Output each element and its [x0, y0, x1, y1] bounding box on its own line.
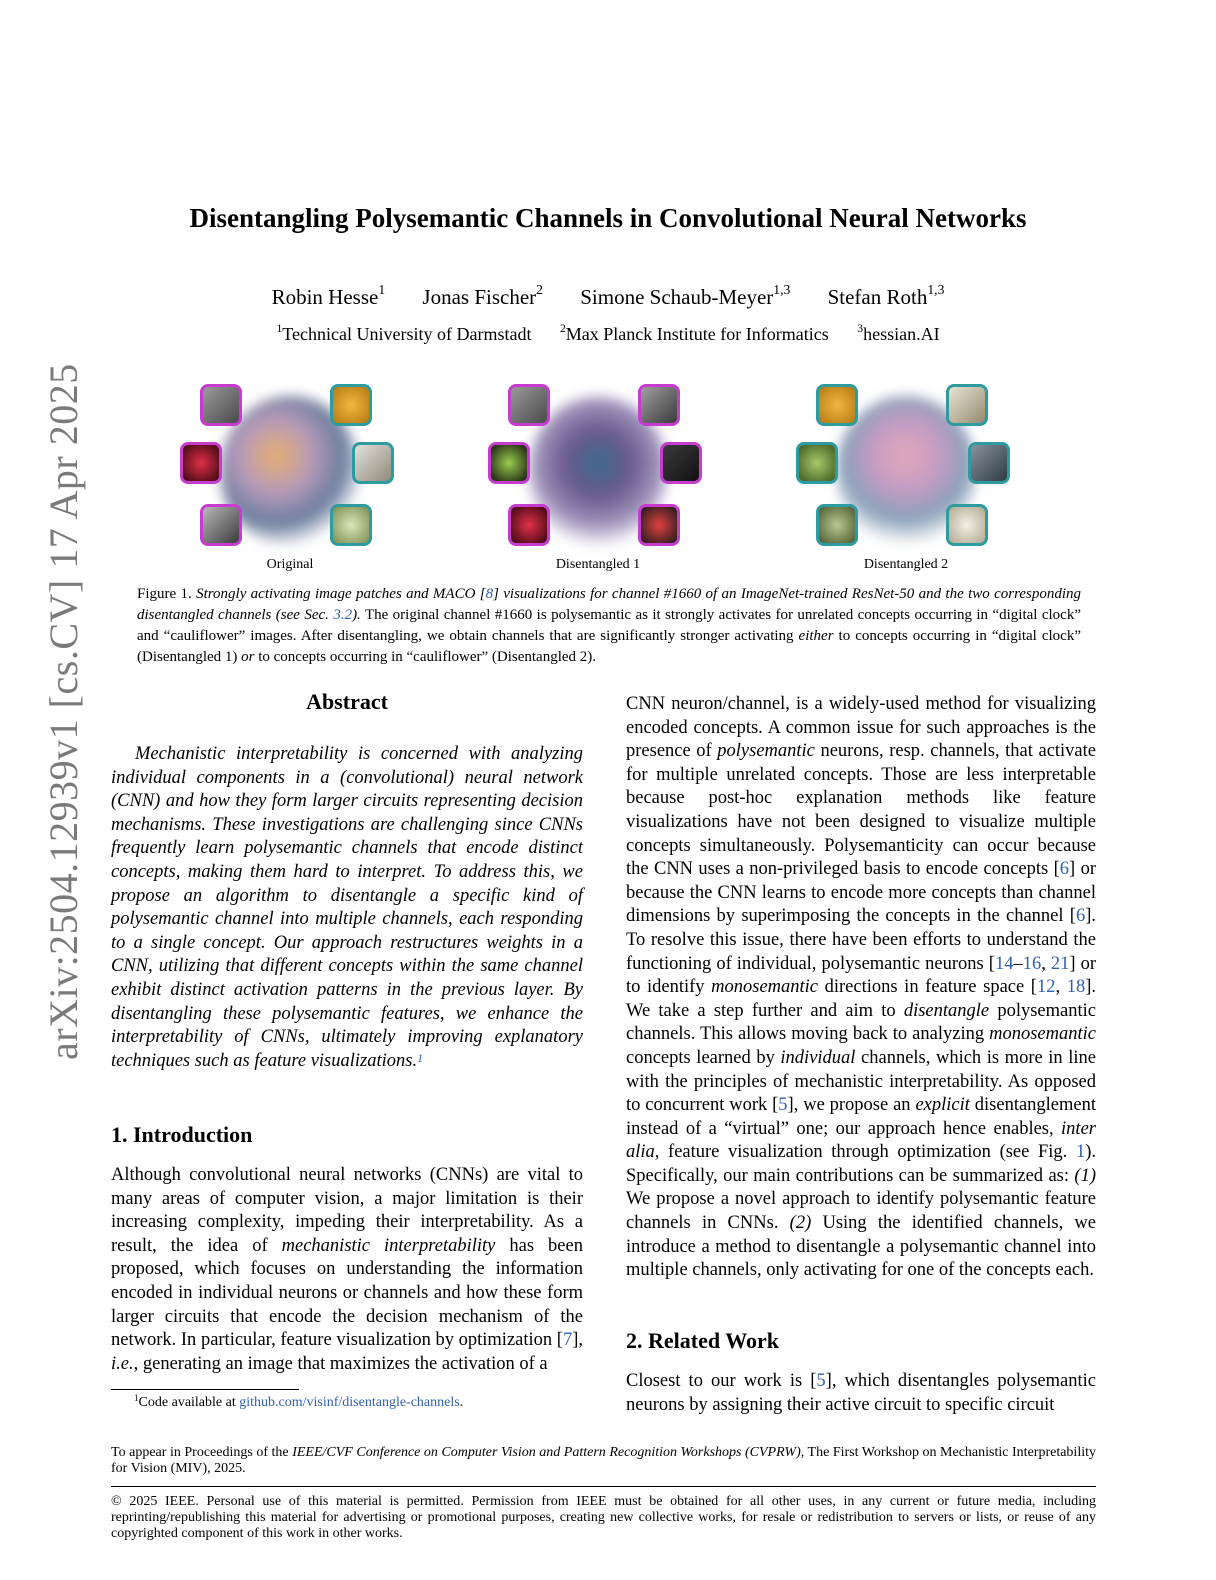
code-repository-link[interactable]: github.com/visinf/disentangle-channels [239, 1395, 460, 1410]
cauliflower-patch [796, 442, 838, 484]
panel-label: Disentangled 1 [555, 557, 641, 572]
paper-title: Disentangling Polysemantic Channels in Convolutional Neural Networks [189, 203, 1027, 233]
footnote: $^1$Code available at github.com/visinf/disentangle-channels. [134, 1393, 464, 1410]
abstract-heading: Abstract [306, 689, 388, 714]
introduction-text: Although convolutional neural networks (CNNs) are vital to many areas of computer vision, a major limitation is their increasing complexity, impeding their interpretability. As a result, the idea of mechanistic interpretability has been proposed, which focuses on understanding the information encoded in individual neurons or channels and how these form larger circuits that encode the decision mechanism of the network. In particular, feature visualization by optimization [7], i.e., generating an image that maximizes the activation of a [111, 1165, 583, 1374]
citation-link[interactable]: 8 [485, 586, 494, 602]
clock-patch [638, 384, 680, 426]
affiliation: $^1$Technical University of Darmstadt [276, 321, 532, 344]
footnote-link[interactable]: 1 [417, 1051, 424, 1066]
citation-link[interactable]: 7 [562, 1330, 573, 1351]
author: Robin Hesse$^1$ [271, 282, 386, 309]
arxiv-identifier: arXiv:2504.12939v1 [cs.CV] 17 Apr 2025 [41, 363, 86, 1060]
author: Stefan Roth$^{1,3}$ [827, 282, 945, 309]
introduction-text-continued: CNN neuron/channel, is a widely-used method for visualizing encoded concepts. A common issue for such approaches is the presence of polysemantic neurons, resp. channels, that activate for multiple unrelated concepts. Those are less interpretable because post-hoc explanation methods like feature visualizations have not been designed to visualize multiple concepts simultaneously. Polysemanticity can occur because the CNN uses a non-privileged basis to encode concepts [6] or because the CNN learns to encode more concepts than channel dimensions by superimposing the concepts in the channel [6]. To resolve this issue, there have been efforts to understand the functioning of individual, polysemantic neurons [14–16, 21] or to identify monosemantic directions in feature space [12, 18]. We take a step further and aim to disentangle polysemantic channels. This allows moving back to analyzing monosemantic concepts learned by individual channels, which is more in line with the principles of mechanistic interpretability. As opposed to concurrent work [5], we propose an explicit disentanglement instead of a “virtual” one; our approach hence enables, inter alia, feature visualization through optimization (see Fig. 1). Specifically, our main contributions can be summarized as: (1) We propose a novel approach to identify polysemantic feature channels in CNNs. (2) Using the identified channels, we introduce a method to disentangle a polysemantic channel into multiple channels, only activating for one of the concepts each. [626, 694, 1097, 1281]
clock-patch [508, 504, 550, 546]
citation-link[interactable]: 16 [1022, 953, 1042, 974]
clock-patch [200, 504, 242, 546]
figure-panel-disentangled-1 [488, 384, 708, 554]
cauliflower-patch [946, 384, 988, 426]
author: Simone Schaub-Meyer$^{1,3}$ [580, 282, 791, 309]
author: Jonas Fischer$^2$ [422, 282, 543, 309]
citation-link[interactable]: 5 [778, 1095, 788, 1116]
figure-caption: Figure 1. Strongly activating image patches and MACO [8] visualizations for channel #1660 of an ImageNet-trained ResNet-50 and the two corresponding disentangled channels (see Sec. 3.2). The original channel #1660 is polysemantic as it strongly activates for unrelated concepts occurring in “digital clock” and “cauliflower” images. After disentangling, we obtain channels that are significantly stronger activating either to concepts occurring in “digital clock” (Disentangled 1) or to concepts occurring in “cauliflower” (Disentangled 2). [137, 586, 1082, 665]
publication-note: To appear in Proceedings of the IEEE/CVF Conference on Computer Vision and Pattern Recognition Workshops (CVPRW), The First Workshop on Mechanistic Interpretability for Vision (MIV), 2025. [111, 1445, 1096, 1476]
section-heading-related-work: 2. Related Work [626, 1328, 779, 1353]
citation-link[interactable]: 6 [1075, 906, 1086, 927]
citation-link[interactable]: 18 [1066, 977, 1086, 998]
cauliflower-patch [968, 442, 1010, 484]
clock-patch [488, 442, 530, 484]
cauliflower-patch [816, 504, 858, 546]
cauliflower-patch [352, 442, 394, 484]
panel-label: Disentangled 2 [863, 557, 949, 572]
abstract-text: Mechanistic interpretability is concerned with analyzing individual components in a (convolutional) neural network (CNN) and how they form larger circuits representing decision mechanisms. These investigations are challenging since CNNs frequently learn polysemantic channels that encode distinct concepts, making them hard to interpret. To address this, we propose an algorithm to disentangle a specific kind of polysemantic channel into multiple channels, each responding to a single concept. Our approach restructures weights in a CNN, utilizing that different concepts within the same channel exhibit distinct activation patterns in the previous layer. By disentangling these polysemantic features, we enhance the interpretability of CNNs, ultimately improving explanatory techniques such as feature visualizations.$^1$ [111, 744, 583, 1071]
related-work-text: Closest to our work is [5], which disentangles polysemantic neurons by assigning their active circuit to specific circuit [626, 1371, 1096, 1415]
figure-link[interactable]: 1 [1075, 1142, 1086, 1163]
citation-link[interactable]: 21 [1050, 953, 1070, 974]
affiliation: $^3$hessian.AI [857, 321, 940, 344]
citation-link[interactable]: 14 [994, 953, 1014, 974]
section-link[interactable]: 3.2 [333, 607, 353, 623]
footnote-divider [111, 1389, 299, 1390]
citation-link[interactable]: 12 [1036, 977, 1056, 998]
divider [111, 1486, 1096, 1487]
author-list [0, 282, 1216, 310]
cauliflower-patch [946, 504, 988, 546]
cauliflower-patch [330, 384, 372, 426]
citation-link[interactable]: 5 [816, 1371, 826, 1391]
copyright-notice: © 2025 IEEE. Personal use of this material is permitted. Permission from IEEE must be obtained for all other uses, in any current or future media, including reprinting/republishing this material for advertising or promotional purposes, creating new collective works, for resale or redistribution to servers or lists, or reuse of any copyrighted component of this work in other works. [111, 1494, 1096, 1541]
panel-label: Original [266, 557, 314, 572]
cauliflower-patch [816, 384, 858, 426]
clock-patch [180, 442, 222, 484]
clock-patch [200, 384, 242, 426]
affiliation: $^2$Max Planck Institute for Informatics [559, 321, 829, 344]
clock-patch [660, 442, 702, 484]
figure-panel-original [180, 384, 400, 554]
clock-patch [638, 504, 680, 546]
affiliation-list [0, 321, 1216, 345]
cauliflower-patch [330, 504, 372, 546]
section-heading-introduction: 1. Introduction [111, 1122, 253, 1147]
clock-patch [508, 384, 550, 426]
figure-panel-disentangled-2 [796, 384, 1016, 554]
citation-link[interactable]: 6 [1059, 859, 1070, 880]
